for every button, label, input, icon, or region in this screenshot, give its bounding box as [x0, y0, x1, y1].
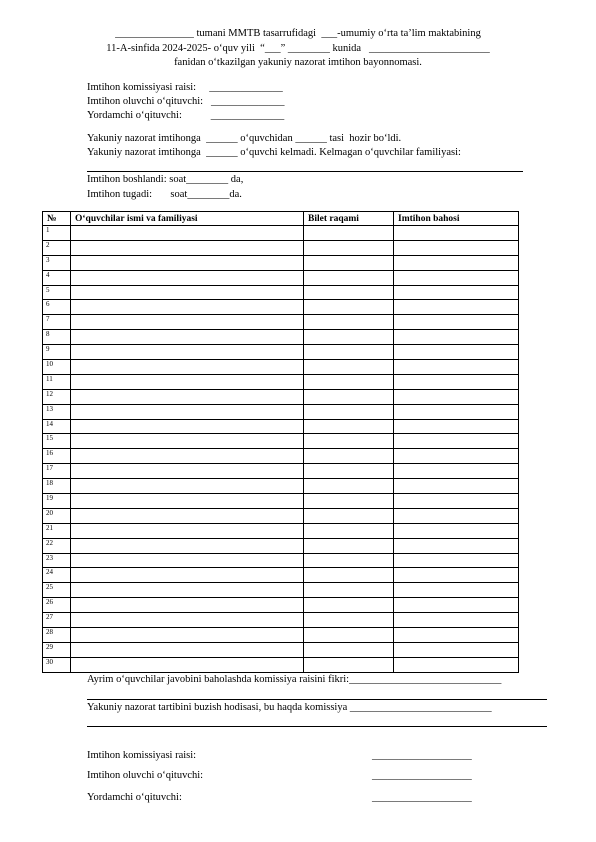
- row-number-cell: 26: [43, 598, 71, 613]
- row-number-cell: 11: [43, 374, 71, 389]
- row-number-cell: 2: [43, 240, 71, 255]
- table-row: [43, 598, 519, 613]
- table-row: [43, 642, 519, 657]
- row-number-cell: 19: [43, 494, 71, 509]
- grade-cell[interactable]: [394, 389, 519, 404]
- student-name-cell[interactable]: [71, 598, 304, 613]
- ticket-number-cell[interactable]: [304, 434, 394, 449]
- signature-assistant-label: Yordamchi o‘qituvchi:: [87, 792, 182, 803]
- signature-chair-label: Imtihon komissiyasi raisi:: [87, 750, 197, 761]
- student-name-cell[interactable]: [71, 285, 304, 300]
- grade-cell[interactable]: [394, 449, 519, 464]
- table-row: [43, 419, 519, 434]
- students-table: [42, 211, 519, 673]
- signature-examiner-blank: ___________________: [372, 770, 472, 781]
- table-row: [43, 568, 519, 583]
- header-line-3: fanidan o‘tkazilgan yakuniy nazorat imtihon bayonnomasi.: [174, 57, 422, 68]
- student-name-cell[interactable]: [71, 494, 304, 509]
- violation-report: Yakuniy nazorat tartibini buzish hodisasi, bu haqda komissiya ___________________________: [87, 702, 492, 713]
- row-number-cell: 9: [43, 345, 71, 360]
- student-name-cell[interactable]: [71, 642, 304, 657]
- row-number-cell: 25: [43, 583, 71, 598]
- row-number-cell: 29: [43, 642, 71, 657]
- student-name-cell[interactable]: [71, 389, 304, 404]
- ticket-number-cell[interactable]: [304, 300, 394, 315]
- row-number-cell: 22: [43, 538, 71, 553]
- ticket-number-cell[interactable]: [304, 330, 394, 345]
- grade-cell[interactable]: [394, 464, 519, 479]
- ticket-number-cell[interactable]: [304, 538, 394, 553]
- ticket-number-cell[interactable]: [304, 240, 394, 255]
- student-name-cell[interactable]: [71, 449, 304, 464]
- header-line-1: _______________ tumani MMTB tasarrufidagi ___-umumiy o‘rta ta’lim maktabining: [115, 28, 481, 39]
- student-name-cell[interactable]: [71, 479, 304, 494]
- ticket-number-cell[interactable]: [304, 285, 394, 300]
- attendance-absent: Yakuniy nazorat imtihonga ______ o‘quvchi kelmadi. Kelmagan o‘quvchilar familiyasi:: [87, 147, 461, 158]
- table-row: [43, 240, 519, 255]
- grade-cell[interactable]: [394, 613, 519, 628]
- table-row: [43, 494, 519, 509]
- exam-end: Imtihon tugadi: soat________da.: [87, 189, 242, 200]
- table-row: [43, 538, 519, 553]
- table-header-row: [43, 212, 519, 226]
- grade-cell[interactable]: [394, 598, 519, 613]
- table-row: [43, 285, 519, 300]
- table-row: [43, 300, 519, 315]
- ticket-number-cell[interactable]: [304, 404, 394, 419]
- table-row: [43, 523, 519, 538]
- ticket-number-cell[interactable]: [304, 360, 394, 375]
- table-row: [43, 583, 519, 598]
- student-name-cell[interactable]: [71, 226, 304, 241]
- student-name-cell[interactable]: [71, 404, 304, 419]
- grade-cell[interactable]: [394, 330, 519, 345]
- student-name-cell[interactable]: [71, 419, 304, 434]
- student-name-cell[interactable]: [71, 568, 304, 583]
- ticket-number-cell[interactable]: [304, 494, 394, 509]
- table-row: [43, 270, 519, 285]
- opinion-line: [87, 699, 547, 700]
- student-name-cell[interactable]: [71, 345, 304, 360]
- row-number-cell: 10: [43, 360, 71, 375]
- table-row: [43, 330, 519, 345]
- grade-cell[interactable]: [394, 270, 519, 285]
- table-row: [43, 255, 519, 270]
- ticket-number-cell[interactable]: [304, 389, 394, 404]
- table-row: [43, 226, 519, 241]
- table-row: [43, 434, 519, 449]
- row-number-cell: 12: [43, 389, 71, 404]
- commission-examiner: Imtihon oluvchi o‘qituvchi: ______________: [87, 96, 285, 107]
- row-number-cell: 8: [43, 330, 71, 345]
- ticket-number-cell[interactable]: [304, 613, 394, 628]
- grade-cell[interactable]: [394, 568, 519, 583]
- ticket-number-cell[interactable]: [304, 419, 394, 434]
- row-number-cell: 24: [43, 568, 71, 583]
- ticket-number-cell[interactable]: [304, 479, 394, 494]
- col-ticket-header: Bilet raqami: [304, 212, 394, 226]
- table-row: [43, 508, 519, 523]
- grade-cell[interactable]: [394, 374, 519, 389]
- ticket-number-cell[interactable]: [304, 374, 394, 389]
- ticket-number-cell[interactable]: [304, 657, 394, 672]
- ticket-number-cell[interactable]: [304, 255, 394, 270]
- signature-assistant-blank: ___________________: [372, 792, 472, 803]
- row-number-cell: 30: [43, 657, 71, 672]
- signature-chair-blank: ___________________: [372, 750, 472, 761]
- student-name-cell[interactable]: [71, 270, 304, 285]
- student-name-cell[interactable]: [71, 583, 304, 598]
- ticket-number-cell[interactable]: [304, 464, 394, 479]
- student-name-cell[interactable]: [71, 628, 304, 643]
- ticket-number-cell[interactable]: [304, 523, 394, 538]
- grade-cell[interactable]: [394, 419, 519, 434]
- ticket-number-cell[interactable]: [304, 345, 394, 360]
- table-row: [43, 374, 519, 389]
- student-name-cell[interactable]: [71, 330, 304, 345]
- table-row: [43, 657, 519, 672]
- commission-chair: Imtihon komissiyasi raisi: ______________: [87, 82, 283, 93]
- student-name-cell[interactable]: [71, 538, 304, 553]
- student-name-cell[interactable]: [71, 300, 304, 315]
- violation-line: [87, 726, 547, 727]
- signature-examiner-label: Imtihon oluvchi o‘qituvchi:: [87, 770, 204, 781]
- ticket-number-cell[interactable]: [304, 628, 394, 643]
- student-name-cell[interactable]: [71, 434, 304, 449]
- row-number-cell: 16: [43, 449, 71, 464]
- ticket-number-cell[interactable]: [304, 583, 394, 598]
- student-name-cell[interactable]: [71, 464, 304, 479]
- ticket-number-cell[interactable]: [304, 508, 394, 523]
- grade-cell[interactable]: [394, 434, 519, 449]
- grade-cell[interactable]: [394, 508, 519, 523]
- row-number-cell: 21: [43, 523, 71, 538]
- grade-cell[interactable]: [394, 494, 519, 509]
- grade-cell[interactable]: [394, 628, 519, 643]
- grade-cell[interactable]: [394, 300, 519, 315]
- student-name-cell[interactable]: [71, 315, 304, 330]
- attendance-present: Yakuniy nazorat imtihonga ______ o‘quvchidan ______ tasi hozir bo‘ldi.: [87, 133, 402, 144]
- student-name-cell[interactable]: [71, 374, 304, 389]
- student-name-cell[interactable]: [71, 508, 304, 523]
- row-number-cell: 18: [43, 479, 71, 494]
- grade-cell[interactable]: [394, 538, 519, 553]
- ticket-number-cell[interactable]: [304, 598, 394, 613]
- table-row: [43, 315, 519, 330]
- row-number-cell: 17: [43, 464, 71, 479]
- grade-cell[interactable]: [394, 345, 519, 360]
- student-name-cell[interactable]: [71, 553, 304, 568]
- row-number-cell: 6: [43, 300, 71, 315]
- ticket-number-cell[interactable]: [304, 553, 394, 568]
- ticket-number-cell[interactable]: [304, 568, 394, 583]
- table-row: [43, 449, 519, 464]
- grade-cell[interactable]: [394, 657, 519, 672]
- student-name-cell[interactable]: [71, 255, 304, 270]
- col-number-header: №: [43, 212, 71, 226]
- ticket-number-cell[interactable]: [304, 642, 394, 657]
- student-name-cell[interactable]: [71, 613, 304, 628]
- table-row: [43, 389, 519, 404]
- ticket-number-cell[interactable]: [304, 449, 394, 464]
- grade-cell[interactable]: [394, 240, 519, 255]
- grade-cell[interactable]: [394, 553, 519, 568]
- grade-cell[interactable]: [394, 404, 519, 419]
- row-number-cell: 3: [43, 255, 71, 270]
- row-number-cell: 27: [43, 613, 71, 628]
- table-row: [43, 479, 519, 494]
- row-number-cell: 15: [43, 434, 71, 449]
- ticket-number-cell[interactable]: [304, 226, 394, 241]
- row-number-cell: 20: [43, 508, 71, 523]
- row-number-cell: 7: [43, 315, 71, 330]
- grade-cell[interactable]: [394, 226, 519, 241]
- row-number-cell: 4: [43, 270, 71, 285]
- student-name-cell[interactable]: [71, 360, 304, 375]
- grade-cell[interactable]: [394, 285, 519, 300]
- table-row: [43, 345, 519, 360]
- table-row: [43, 553, 519, 568]
- col-grade-header: Imtihon bahosi: [394, 212, 519, 226]
- exam-start: Imtihon boshlandi: soat________ da,: [87, 174, 244, 185]
- commission-assistant: Yordamchi o‘qituvchi: ______________: [87, 110, 285, 121]
- ticket-number-cell[interactable]: [304, 270, 394, 285]
- table-row: [43, 404, 519, 419]
- student-name-cell[interactable]: [71, 240, 304, 255]
- grade-cell[interactable]: [394, 479, 519, 494]
- student-name-cell[interactable]: [71, 523, 304, 538]
- table-row: [43, 464, 519, 479]
- student-name-cell[interactable]: [71, 657, 304, 672]
- row-number-cell: 13: [43, 404, 71, 419]
- grade-cell[interactable]: [394, 642, 519, 657]
- grade-cell[interactable]: [394, 583, 519, 598]
- row-number-cell: 28: [43, 628, 71, 643]
- grade-cell[interactable]: [394, 255, 519, 270]
- header-line-2: 11-A-sinfida 2024-2025- o‘quv yili “___” ________ kunida _______________________: [106, 43, 490, 54]
- grade-cell[interactable]: [394, 523, 519, 538]
- grade-cell[interactable]: [394, 315, 519, 330]
- table-row: [43, 360, 519, 375]
- commission-opinion: Ayrim o‘quvchilar javobini baholashda komissiya raisini fikri:_____________________________: [87, 674, 502, 685]
- col-name-header: O‘quvchilar ismi va familiyasi: [71, 212, 304, 226]
- absent-names-line: [87, 171, 523, 172]
- ticket-number-cell[interactable]: [304, 315, 394, 330]
- table-row: [43, 613, 519, 628]
- grade-cell[interactable]: [394, 360, 519, 375]
- row-number-cell: 14: [43, 419, 71, 434]
- table-row: [43, 628, 519, 643]
- row-number-cell: 1: [43, 226, 71, 241]
- row-number-cell: 5: [43, 285, 71, 300]
- row-number-cell: 23: [43, 553, 71, 568]
